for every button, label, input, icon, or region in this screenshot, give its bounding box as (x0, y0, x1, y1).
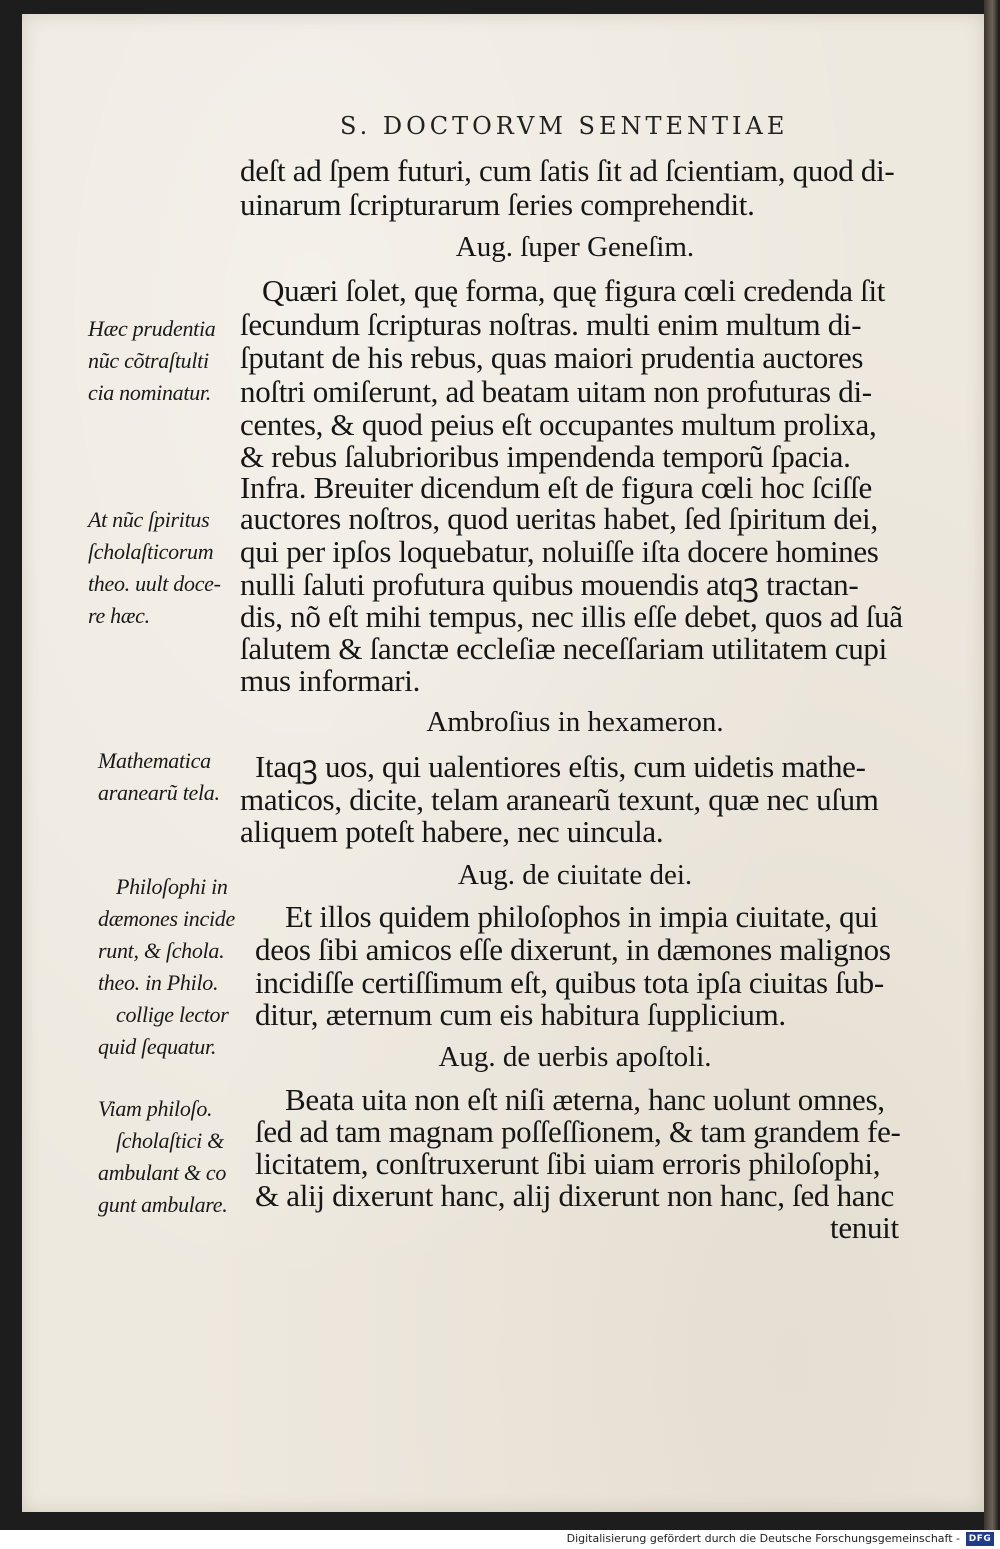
text-line: aliquem poteſt habere, nec uincula. (240, 814, 664, 849)
running-header: S. DOCTORVM SENTENTIAE (340, 112, 789, 140)
margin-note: runt, & ſchola. (98, 938, 225, 963)
section-heading: Ambroſius in hexameron. (426, 706, 724, 738)
margin-note: ſcholaſticorum (88, 539, 214, 564)
text-line: auctores noſtros, quod ueritas habet, ſed ſpiritum dei, (240, 501, 878, 536)
margin-note: aranearũ tela. (98, 780, 220, 805)
text-line: ſalutem & ſanctæ eccleſiæ neceſſariam utilitatem cupi (240, 631, 887, 666)
text-line: Quæri ſolet, quę forma, quę figura cœli credenda ſit (262, 273, 886, 308)
section-heading: Aug. ſuper Geneſim. (455, 231, 695, 263)
text-line: ſed ad tam magnam poſſeſſionem, & tam grandem fe- (255, 1114, 901, 1149)
text-line: Infra. Breuiter dicendum eſt de figura cœli hoc ſciſſe (240, 470, 872, 505)
text-line: nulli ſaluti profutura quibus mouendis atqꝫ tractan- (240, 567, 859, 602)
text-line: licitatem, conſtruxerunt ſibi uiam erroris philoſophi, (255, 1146, 881, 1181)
margin-note: theo. in Philo. (98, 970, 219, 995)
margin-note: dæmones incide (98, 906, 235, 931)
margin-note: nũc cõtraſtulti (88, 348, 209, 373)
text-line: centes, & quod peius eſt occupantes multum prolixa, (240, 407, 877, 442)
catchword: tenuit (830, 1210, 899, 1245)
dfg-logo[interactable]: DFG (966, 1532, 994, 1546)
text-line: & rebus ſalubrioribus impendenda temporũ ſpacia. (240, 439, 851, 474)
footer-credit: Digitalisierung gefördert durch die Deutsche Forschungsgemeinschaft - (566, 1532, 960, 1545)
text-line: Beata uita non eſt niſi æterna, hanc uolunt omnes, (285, 1082, 885, 1117)
section-heading: Aug. de uerbis apoſtoli. (438, 1041, 712, 1073)
text-line: mus informari. (240, 663, 421, 698)
footer-bar (0, 1530, 1000, 1549)
section-heading: Aug. de ciuitate dei. (457, 859, 693, 891)
text-line: deſt ad ſpem futuri, cum ſatis ſit ad ſcientiam, quod di- (240, 153, 895, 188)
text-line: Itaqꝫ uos, qui ualentiores eſtis, cum uidetis mathe- (255, 749, 866, 784)
margin-note: theo. uult doce- (88, 571, 221, 596)
text-line: & alij dixerunt hanc, alij dixerunt non hanc, ſed hanc (255, 1178, 894, 1213)
book-edge (984, 0, 998, 1530)
text-line: deos ſibi amicos eſſe dixerunt, in dæmones malignos (255, 932, 891, 967)
margin-note: ſcholaſtici & (116, 1128, 224, 1153)
margin-note: re hæc. (88, 603, 150, 628)
margin-note: collige lector (116, 1002, 229, 1027)
text-line: noſtri omiſerunt, ad beatam uitam non profuturas di- (240, 374, 872, 409)
text-line: ſputant de his rebus, quas maiori prudentia auctores (240, 340, 864, 375)
text-line: incidiſſe certiſſimum eſt, quibus tota ipſa ciuitas ſub- (255, 965, 884, 1000)
margin-note: quid ſequatur. (98, 1034, 217, 1059)
margin-note: Mathematica (98, 748, 211, 773)
margin-note: gunt ambulare. (98, 1192, 228, 1217)
text-line: uinarum ſcripturarum ſeries comprehendit. (240, 187, 755, 222)
text-line: dis, nõ eſt mihi tempus, nec illis eſſe debet, quos ad ſuã (240, 599, 903, 634)
text-line: maticos, dicite, telam aranearũ texunt, quæ nec uſum (240, 782, 879, 817)
margin-note: ambulant & co (98, 1160, 227, 1185)
margin-note: cia nominatur. (88, 380, 211, 405)
margin-note: Hæc prudentia (88, 316, 216, 341)
text-line: ditur, æternum cum eis habitura ſupplicium. (255, 997, 786, 1032)
text-line: qui per ipſos loquebatur, noluiſſe iſta docere homines (240, 534, 879, 569)
margin-note: At nũc ſpiritus (88, 507, 210, 532)
margin-note: Philoſophi in (116, 874, 228, 899)
margin-note: Viam philoſo. (98, 1096, 213, 1121)
text-line: Et illos quidem philoſophos in impia ciuitate, qui (285, 899, 878, 934)
text-line: ſecundum ſcripturas noſtras. multi enim multum di- (240, 307, 862, 342)
